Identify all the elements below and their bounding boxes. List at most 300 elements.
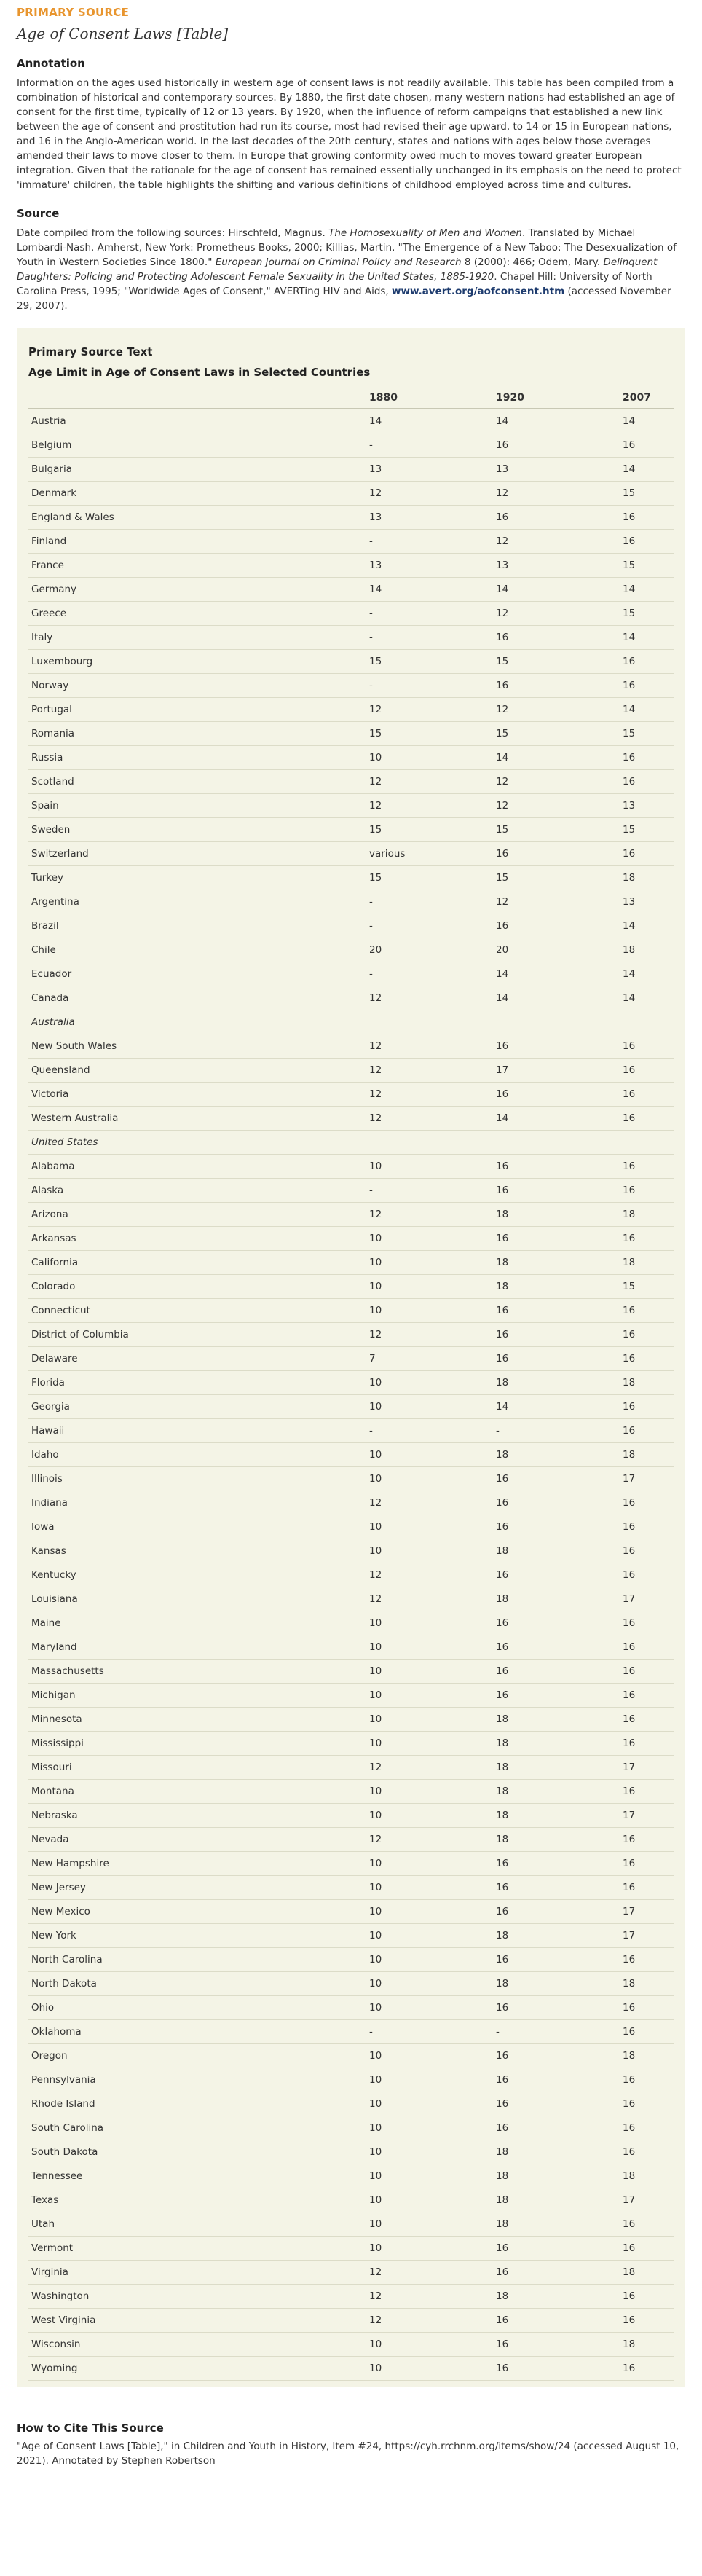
region-cell: Delaware (28, 1347, 366, 1371)
table-row (28, 2068, 674, 2092)
table-row (28, 1155, 674, 1179)
age-2007-cell: 16 (620, 2309, 674, 2333)
region-cell: Romania (28, 722, 366, 746)
age-1880-cell: 14 (366, 578, 493, 602)
region-cell: Rhode Island (28, 2092, 366, 2116)
age-1920-cell: 16 (493, 1660, 620, 1684)
table-row (28, 842, 674, 866)
age-2007-cell: 16 (620, 506, 674, 530)
table-row (28, 1395, 674, 1419)
age-2007-cell: 15 (620, 1275, 674, 1299)
table-row (28, 770, 674, 794)
region-cell: Illinois (28, 1467, 366, 1491)
age-1880-cell: 12 (366, 770, 493, 794)
age-1880-cell: 12 (366, 2285, 493, 2309)
table-row (28, 698, 674, 722)
region-cell: Kentucky (28, 1563, 366, 1587)
table-row (28, 1660, 674, 1684)
age-2007-cell: 16 (620, 1323, 674, 1347)
age-1920-cell: 15 (493, 818, 620, 842)
region-cell: Oklahoma (28, 2020, 366, 2044)
age-1920-cell: 16 (493, 674, 620, 698)
age-1880-cell: 10 (366, 2092, 493, 2116)
region-cell: New South Wales (28, 1034, 366, 1059)
age-1880-cell: 7 (366, 1347, 493, 1371)
region-cell: Austria (28, 409, 366, 433)
table-row (28, 506, 674, 530)
column-header-2007: 2007 (620, 386, 674, 409)
age-2007-cell: 18 (620, 2044, 674, 2068)
region-cell: Chile (28, 938, 366, 962)
age-1920-cell: 18 (493, 1587, 620, 1611)
age-1880-cell: 15 (366, 722, 493, 746)
table-row (28, 1179, 674, 1203)
age-1920-cell (493, 1010, 620, 1034)
age-1920-cell: 16 (493, 1996, 620, 2020)
region-cell: Alabama (28, 1155, 366, 1179)
age-1920-cell: 16 (493, 1563, 620, 1587)
region-cell: South Carolina (28, 2116, 366, 2140)
source-text-part-5: (accessed November 29, 2007). (17, 286, 671, 312)
table-row (28, 1371, 674, 1395)
age-2007-cell: 16 (620, 674, 674, 698)
table-row (28, 1251, 674, 1275)
age-1920-cell: 16 (493, 1684, 620, 1708)
table-row (28, 530, 674, 554)
age-1880-cell: 10 (366, 2116, 493, 2140)
age-1880-cell: 14 (366, 409, 493, 433)
age-2007-cell: 14 (620, 914, 674, 938)
table-row (28, 1780, 674, 1804)
age-1920-cell: 16 (493, 433, 620, 458)
region-cell: Maine (28, 1611, 366, 1635)
table-row (28, 1828, 674, 1852)
age-2007-cell: 16 (620, 770, 674, 794)
age-1880-cell: 10 (366, 1371, 493, 1395)
age-1880-cell (366, 1010, 493, 1034)
region-cell: Washington (28, 2285, 366, 2309)
age-1880-cell: 15 (366, 818, 493, 842)
table-row (28, 1083, 674, 1107)
age-2007-cell: 16 (620, 2020, 674, 2044)
avert-link[interactable]: www.avert.org/aofconsent.htm (392, 286, 565, 297)
age-1880-cell: 12 (366, 986, 493, 1010)
age-1920-cell: 12 (493, 794, 620, 818)
age-1880-cell: 10 (366, 1732, 493, 1756)
age-2007-cell: 14 (620, 626, 674, 650)
age-1880-cell: 10 (366, 1395, 493, 1419)
age-1920-cell: 16 (493, 1876, 620, 1900)
region-cell: Minnesota (28, 1708, 366, 1732)
age-1920-cell: 16 (493, 1635, 620, 1660)
region-cell: United States (28, 1131, 366, 1155)
source-book-title: The Homosexuality of Men and Women (328, 227, 522, 239)
source-heading: Source (17, 207, 60, 220)
region-cell: Indiana (28, 1491, 366, 1515)
table-row (28, 1323, 674, 1347)
age-2007-cell: 16 (620, 1635, 674, 1660)
age-2007-cell: 18 (620, 866, 674, 890)
region-cell: Alaska (28, 1179, 366, 1203)
age-1920-cell: 18 (493, 1732, 620, 1756)
age-1880-cell: - (366, 2020, 493, 2044)
region-cell: Hawaii (28, 1419, 366, 1443)
table-row (28, 2357, 674, 2381)
age-2007-cell: 13 (620, 890, 674, 914)
table-row (28, 914, 674, 938)
age-2007-cell: 16 (620, 650, 674, 674)
age-2007-cell: 18 (620, 1203, 674, 1227)
age-1920-cell: 16 (493, 1852, 620, 1876)
age-2007-cell: 18 (620, 2164, 674, 2188)
table-row (28, 1587, 674, 1611)
table-row (28, 890, 674, 914)
age-2007-cell: 16 (620, 1996, 674, 2020)
age-1920-cell: 18 (493, 1371, 620, 1395)
age-1880-cell: - (366, 890, 493, 914)
age-2007-cell: 16 (620, 1107, 674, 1131)
table-row (28, 2116, 674, 2140)
age-2007-cell (620, 1010, 674, 1034)
age-1880-cell: 12 (366, 1491, 493, 1515)
region-cell: Maryland (28, 1635, 366, 1660)
table-row (28, 1756, 674, 1780)
table-row (28, 482, 674, 506)
age-2007-cell: 13 (620, 794, 674, 818)
age-2007-cell: 18 (620, 2333, 674, 2357)
table-row (28, 2309, 674, 2333)
table-row (28, 2092, 674, 2116)
region-cell: Louisiana (28, 1587, 366, 1611)
age-2007-cell: 18 (620, 2261, 674, 2285)
region-cell: Pennsylvania (28, 2068, 366, 2092)
age-1880-cell: 10 (366, 1443, 493, 1467)
source-text-part-2: . Translated by Michael Lombardi-Nash. Amherst, New York: Prometheus Books, 2000; Killias, Martin. "The Emergence of a New Taboo: The Desexualization of Youth in Western Societies Since 1800." (17, 227, 677, 268)
table-row (28, 1635, 674, 1660)
age-1880-cell (366, 1131, 493, 1155)
age-1920-cell: 16 (493, 2116, 620, 2140)
age-2007-cell: 16 (620, 2116, 674, 2140)
age-1880-cell: 12 (366, 1563, 493, 1587)
table-row (28, 1034, 674, 1059)
annotation-section (17, 57, 685, 192)
table-row (28, 1996, 674, 2020)
age-1880-cell: 12 (366, 1828, 493, 1852)
table-row (28, 1275, 674, 1299)
age-1880-cell: 12 (366, 698, 493, 722)
age-2007-cell: 16 (620, 746, 674, 770)
table-row (28, 2261, 674, 2285)
table-row (28, 626, 674, 650)
region-cell: Belgium (28, 433, 366, 458)
age-2007-cell: 17 (620, 1804, 674, 1828)
age-1880-cell: 12 (366, 1059, 493, 1083)
column-header-1880: 1880 (366, 386, 493, 409)
age-2007-cell: 15 (620, 482, 674, 506)
age-1880-cell: 10 (366, 1227, 493, 1251)
age-1920-cell: 16 (493, 1323, 620, 1347)
table-row (28, 1972, 674, 1996)
age-1880-cell: 10 (366, 2140, 493, 2164)
age-1920-cell: 18 (493, 1275, 620, 1299)
age-1920-cell: 16 (493, 914, 620, 938)
region-cell: Wyoming (28, 2357, 366, 2381)
region-cell: District of Columbia (28, 1323, 366, 1347)
region-cell: Oregon (28, 2044, 366, 2068)
age-2007-cell: 18 (620, 1972, 674, 1996)
kicker-label: PRIMARY SOURCE (17, 6, 130, 19)
table-row (28, 1443, 674, 1467)
age-2007-cell: 14 (620, 409, 674, 433)
age-1880-cell: 12 (366, 1203, 493, 1227)
region-cell: England & Wales (28, 506, 366, 530)
age-1880-cell: 15 (366, 866, 493, 890)
table-row (28, 1347, 674, 1371)
age-2007-cell: 16 (620, 1299, 674, 1323)
table-row (28, 1708, 674, 1732)
region-cell: Scotland (28, 770, 366, 794)
age-1920-cell (493, 1131, 620, 1155)
age-1880-cell: 10 (366, 1900, 493, 1924)
age-1880-cell: 12 (366, 2309, 493, 2333)
age-1920-cell: 14 (493, 578, 620, 602)
region-cell: Sweden (28, 818, 366, 842)
age-2007-cell: 16 (620, 1876, 674, 1900)
table-group-row (28, 1131, 674, 1155)
region-cell: Mississippi (28, 1732, 366, 1756)
age-1920-cell: 12 (493, 482, 620, 506)
age-2007-cell: 14 (620, 698, 674, 722)
table-row (28, 2212, 674, 2237)
region-cell: Western Australia (28, 1107, 366, 1131)
age-2007-cell: 16 (620, 2140, 674, 2164)
age-2007-cell: 18 (620, 1251, 674, 1275)
age-1920-cell: 20 (493, 938, 620, 962)
region-cell: Brazil (28, 914, 366, 938)
region-cell: Nevada (28, 1828, 366, 1852)
region-cell: Arkansas (28, 1227, 366, 1251)
age-1880-cell: 12 (366, 2261, 493, 2285)
age-2007-cell: 17 (620, 1900, 674, 1924)
age-2007-cell: 16 (620, 1660, 674, 1684)
age-1920-cell: 16 (493, 2333, 620, 2357)
source-text (17, 226, 685, 313)
age-1920-cell: - (493, 2020, 620, 2044)
age-2007-cell: 15 (620, 818, 674, 842)
age-1920-cell: 14 (493, 409, 620, 433)
region-cell: Greece (28, 602, 366, 626)
table-row (28, 1611, 674, 1635)
age-1880-cell: 13 (366, 554, 493, 578)
age-1880-cell: 10 (366, 1155, 493, 1179)
region-cell: Montana (28, 1780, 366, 1804)
age-2007-cell: 16 (620, 1515, 674, 1539)
table-row (28, 2020, 674, 2044)
region-cell: Portugal (28, 698, 366, 722)
age-1920-cell: 16 (493, 1227, 620, 1251)
age-1880-cell: 12 (366, 794, 493, 818)
table-row (28, 986, 674, 1010)
table-header-row (28, 386, 674, 409)
age-of-consent-table (28, 386, 674, 2381)
table-row (28, 962, 674, 986)
age-1880-cell: various (366, 842, 493, 866)
age-1920-cell: 18 (493, 1804, 620, 1828)
age-1920-cell: 18 (493, 1443, 620, 1467)
age-2007-cell: 16 (620, 1179, 674, 1203)
region-cell: Argentina (28, 890, 366, 914)
age-1880-cell: - (366, 674, 493, 698)
age-2007-cell: 16 (620, 1539, 674, 1563)
table-row (28, 1107, 674, 1131)
table-row (28, 818, 674, 842)
table-row (28, 2140, 674, 2164)
age-2007-cell: 16 (620, 1828, 674, 1852)
age-1880-cell: 10 (366, 1804, 493, 1828)
age-2007-cell: 16 (620, 1155, 674, 1179)
age-2007-cell: 16 (620, 842, 674, 866)
table-row (28, 1059, 674, 1083)
annotation-text: Information on the ages used historically in western age of consent laws is not readily available. This table has been compiled from a combination of historical and contemporary sources. By 1880, the first date chosen, many western nations had established an age of consent for the first time, typically of 12 or 13 years. By 1920, when the influence of reform campaigns that established a new link between the age of consent and prostitution had run its course, most had revised their age upward, to 14 or 15 in European nations, and 16 in the Anglo-American world. In the last decades of the 20th century, states and nations with ages below those averages amended their laws to move closer to them. In Europe that growing conformity owed much to moves toward greater European integration. Given that the rationale for the age of consent has remained essentially unchanged in its emphasis on the need to protect 'immature' children, the table highlights the shifting and various definitions of childhood employed across time and cultures. (17, 77, 682, 191)
age-1920-cell: 18 (493, 2164, 620, 2188)
primary-source-label: Primary Source Text (28, 345, 153, 358)
table-row (28, 2285, 674, 2309)
age-1920-cell: 18 (493, 2188, 620, 2212)
table-row (28, 2237, 674, 2261)
age-1920-cell: 16 (493, 1948, 620, 1972)
age-1880-cell: 10 (366, 1876, 493, 1900)
table-row (28, 866, 674, 890)
age-1920-cell: 16 (493, 1083, 620, 1107)
annotation-heading: Annotation (17, 57, 85, 70)
table-row (28, 578, 674, 602)
age-1880-cell: 12 (366, 482, 493, 506)
age-1880-cell: 15 (366, 650, 493, 674)
region-cell: Wisconsin (28, 2333, 366, 2357)
age-2007-cell: 16 (620, 1732, 674, 1756)
age-2007-cell: 16 (620, 1948, 674, 1972)
region-cell: Turkey (28, 866, 366, 890)
table-row (28, 409, 674, 433)
age-1920-cell: 15 (493, 650, 620, 674)
table-row (28, 1203, 674, 1227)
table-body (28, 409, 674, 2381)
region-cell: Texas (28, 2188, 366, 2212)
age-1920-cell: 12 (493, 530, 620, 554)
table-row (28, 2164, 674, 2188)
age-1920-cell: 16 (493, 2357, 620, 2381)
age-2007-cell: 14 (620, 986, 674, 1010)
table-row (28, 650, 674, 674)
table-row (28, 2044, 674, 2068)
age-1880-cell: 10 (366, 1684, 493, 1708)
age-1880-cell: 10 (366, 1539, 493, 1563)
age-1880-cell: 10 (366, 2237, 493, 2261)
page-title: Age of Consent Laws [Table] (17, 25, 229, 42)
region-cell: West Virginia (28, 2309, 366, 2333)
age-1880-cell: 10 (366, 1996, 493, 2020)
age-1920-cell: 12 (493, 698, 620, 722)
age-1920-cell: 14 (493, 962, 620, 986)
age-1920-cell: 12 (493, 770, 620, 794)
region-cell: North Dakota (28, 1972, 366, 1996)
age-1880-cell: - (366, 914, 493, 938)
age-1880-cell: 10 (366, 1299, 493, 1323)
region-cell: Michigan (28, 1684, 366, 1708)
age-2007-cell: 16 (620, 1780, 674, 1804)
source-section (17, 207, 685, 313)
region-cell: North Carolina (28, 1948, 366, 1972)
age-1880-cell: 10 (366, 2188, 493, 2212)
age-1920-cell: 16 (493, 1611, 620, 1635)
age-1920-cell: 14 (493, 1107, 620, 1131)
age-1920-cell: - (493, 1419, 620, 1443)
age-2007-cell: 16 (620, 1852, 674, 1876)
region-cell: Canada (28, 986, 366, 1010)
region-cell: Victoria (28, 1083, 366, 1107)
age-1880-cell: 10 (366, 1251, 493, 1275)
age-2007-cell: 16 (620, 2212, 674, 2237)
age-1880-cell: 10 (366, 1972, 493, 1996)
age-1920-cell: 16 (493, 2261, 620, 2285)
source-text-part-1: Date compiled from the following sources: Hirschfeld, Magnus. (17, 227, 329, 239)
age-1880-cell: - (366, 602, 493, 626)
age-1880-cell: 13 (366, 458, 493, 482)
age-2007-cell: 16 (620, 1227, 674, 1251)
column-header-region (28, 386, 366, 409)
age-2007-cell (620, 1131, 674, 1155)
age-1920-cell: 16 (493, 2044, 620, 2068)
table-row (28, 938, 674, 962)
region-cell: Tennessee (28, 2164, 366, 2188)
table-group-row (28, 1010, 674, 1034)
region-cell: Vermont (28, 2237, 366, 2261)
region-cell: Kansas (28, 1539, 366, 1563)
age-2007-cell: 16 (620, 1491, 674, 1515)
age-1920-cell: 18 (493, 1756, 620, 1780)
table-row (28, 1900, 674, 1924)
source-journal-title: European Journal on Criminal Policy and Research (215, 256, 462, 268)
age-1880-cell: 10 (366, 1708, 493, 1732)
age-2007-cell: 16 (620, 1083, 674, 1107)
age-1880-cell: 10 (366, 1467, 493, 1491)
age-2007-cell: 18 (620, 1371, 674, 1395)
age-2007-cell: 16 (620, 1395, 674, 1419)
age-1920-cell: 16 (493, 506, 620, 530)
age-2007-cell: 16 (620, 433, 674, 458)
region-cell: Finland (28, 530, 366, 554)
age-2007-cell: 16 (620, 1684, 674, 1708)
table-row (28, 458, 674, 482)
age-1880-cell: 13 (366, 506, 493, 530)
region-cell: California (28, 1251, 366, 1275)
age-1880-cell: 10 (366, 1780, 493, 1804)
age-1880-cell: 12 (366, 1107, 493, 1131)
age-1920-cell: 16 (493, 2309, 620, 2333)
age-1920-cell: 16 (493, 1155, 620, 1179)
region-cell: South Dakota (28, 2140, 366, 2164)
age-2007-cell: 15 (620, 554, 674, 578)
table-row (28, 1515, 674, 1539)
age-2007-cell: 14 (620, 458, 674, 482)
age-2007-cell: 15 (620, 602, 674, 626)
source-text-part-3: 8 (2000): 466; Odem, Mary. (461, 256, 604, 268)
age-2007-cell: 18 (620, 1443, 674, 1467)
region-cell: Queensland (28, 1059, 366, 1083)
age-1880-cell: - (366, 1419, 493, 1443)
age-1920-cell: 18 (493, 2285, 620, 2309)
age-1880-cell: 10 (366, 1635, 493, 1660)
